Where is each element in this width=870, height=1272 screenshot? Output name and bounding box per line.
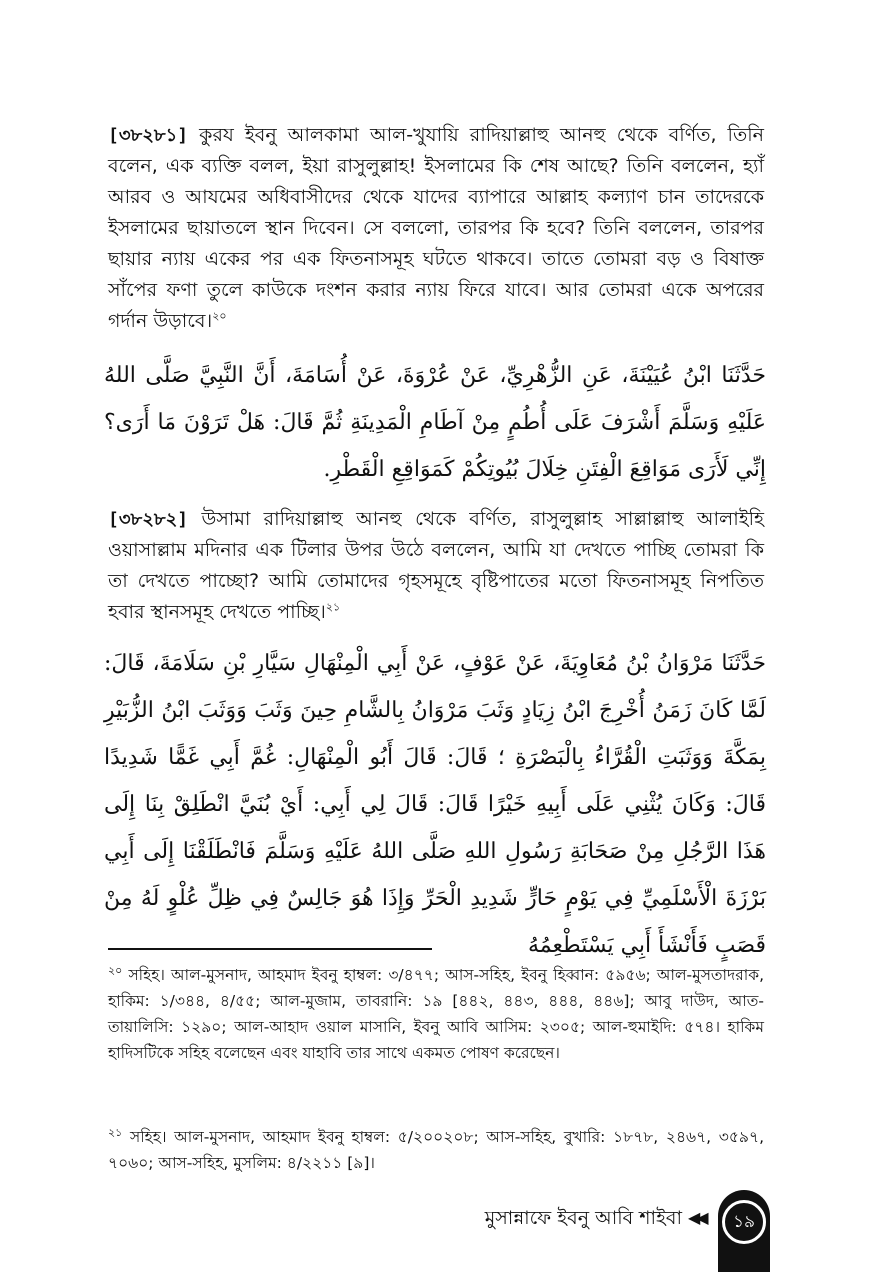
hadith-number: [৩৮২৮২] bbox=[108, 509, 189, 530]
footnote-text: সহিহ। আল-মুসনাদ, আহমাদ ইবনু হাম্বল: ৫/২০০২০৮; আস-সহিহ, বুখারি: ১৮৭৮, ২৪৬৭, ৩৫৯৭, ৭০৬০; আস-সহিহ, মুসলিম: ৪/২২১১ [৯]। bbox=[108, 1128, 764, 1172]
arabic-text-1: حَدَّثَنَا ابْنُ عُيَيْنَةَ، عَنِ الزُّهْرِيِّ، عَنْ عُرْوَةَ، عَنْ أُسَامَةَ، أَنَّ النَّبِيَّ صَلَّى اللهُ عَلَيْهِ وَسَلَّمَ أَشْرَفَ عَلَى أُطُمٍ مِنْ آطَامِ الْمَدِينَةِ ثُمَّ قَالَ: هَلْ تَرَوْنَ مَا أَرَى؟ إِنِّي لَأَرَى مَوَاقِعَ الْفِتَنِ خِلَالَ بُيُوتِكُمْ كَمَوَاقِعِ الْقَطْرِ. bbox=[104, 363, 766, 482]
footnote-divider bbox=[108, 948, 432, 950]
footnote bbox=[108, 1124, 764, 1176]
hadith-text: উসামা রাদিয়াল্লাহু আনহু থেকে বর্ণিত, রাসুলুল্লাহ সাল্লাল্লাহু আলাইহি ওয়াসাল্লাম মদিনার এক টিলার উপর উঠে বললেন, আমি যা দেখতে পাচ্ছি তোমরা কি তা দেখতে পাচ্ছো? আমি তোমাদের গৃহসমূহে বৃষ্টিপাতের মতো ফিতনাসমূহ নিপতিত হবার স্থানসমূহ দেখতে পাচ্ছি। bbox=[108, 508, 764, 623]
page-number-tab bbox=[718, 1190, 770, 1272]
page-number: ১৯ bbox=[722, 1200, 766, 1244]
footnote-marker: ২১ bbox=[108, 1125, 123, 1139]
running-footer-title: মুসান্নাফে ইবনু আবি শাইবা bbox=[484, 1207, 682, 1229]
hadith-translation-38281 bbox=[108, 120, 764, 337]
double-arrow-left-icon: ◀◀ bbox=[688, 1208, 705, 1227]
footnote-ref[interactable]: ২০ bbox=[212, 309, 227, 323]
hadith-text: কুরয ইবনু আলকামা আল-খুযায়ি রাদিয়াল্লাহু আনহু থেকে বর্ণিত, তিনি বলেন, এক ব্যক্তি বলল, ইয়া রাসুলুল্লাহ! ইসলামের কি শেষ আছে? তিনি বললেন, হ্যাঁ আরব ও আযমের অধিবাসীদের থেকে যাদের ব্যাপারে আল্লাহ কল্যাণ চান তাদেরকে ইসলামের ছায়াতলে স্থান দিবেন। সে বললো, তারপর কি হবে? তিনি বললেন, তারপর ছায়ার ন্যায় একের পর এক ফিতনাসমূহ ঘটতে থাকবে। তাতে তোমরা বড় ও বিষাক্ত সাঁপের ফণা তুলে কাউকে দংশন করার ন্যায় ফিরে যাবে। আর তোমরা একে অপরের গর্দান উড়াবে। bbox=[108, 124, 764, 332]
footnote-text: সহিহ। আল-মুসনাদ, আহমাদ ইবনু হাম্বল: ৩/৪৭৭; আস-সহিহ, ইবনু হিব্বান: ৫৯৫৬; আল-মুসতাদরাক, হাকিম: ১/৩৪৪, ৪/৫৫; আল-মুজাম, তাবরানি: ১৯ [৪৪২, ৪৪৩, ৪৪৪, ৪৪৬]; আবু দাউদ, আত-তায়ালিসি: ১২৯০; আল-আহাদ ওয়াল মাসানি, ইবনু আবি আসিম: ২৩০৫; আল-হুমাইদি: ৫৭৪। হাকিম হাদিসটিকে সহিহ বলেছেন এবং যাহাবি তার সাথে একমত পোষণ করেছেন। bbox=[108, 966, 764, 1062]
footnote bbox=[108, 962, 764, 1066]
footnote-marker: ২০ bbox=[108, 963, 123, 977]
arabic-text-2: حَدَّثَنَا مَرْوَانُ بْنُ مُعَاوِيَةَ، عَنْ عَوْفٍ، عَنْ أَبِي الْمِنْهَالِ سَيَّارِ بْنِ سَلَامَةَ، قَالَ: لَمَّا كَانَ زَمَنُ أُخْرِجَ ابْنُ زِيَادٍ وَثَبَ مَرْوَانُ بِالشَّامِ حِينَ وَثَبَ وَوَثَبَ ابْنُ الزُّبَيْرِ بِمَكَّةَ وَوَثَبَتِ الْقُرَّاءُ بِالْبَصْرَةِ ؛ قَالَ: قَالَ أَبُو الْمِنْهَالِ: غُمَّ أَبِي غَمًّا شَدِيدًا قَالَ: وَكَانَ يُثْنِي عَلَى أَبِيهِ خَيْرًا قَالَ: قَالَ لِي أَبِي: أَيْ بُنَيَّ انْطَلِقْ بِنَا إِلَى هَذَا الرَّجُلِ مِنْ صَحَابَةِ رَسُولِ اللهِ صَلَّى اللهُ عَلَيْهِ وَسَلَّمَ فَانْطَلَقْنَا إِلَى أَبِي بَرْزَةَ الْأَسْلَمِيِّ فِي يَوْمٍ حَارٍّ شَدِيدِ الْحَرِّ وَإِذَا هُوَ جَالِسٌ فِي ظِلِّ عُلْوٍ لَهُ مِنْ قَصَبٍ فَأَنْشَأَ أَبِي يَسْتَطْعِمُهُ bbox=[104, 651, 766, 958]
hadith-number: [৩৮২৮১] bbox=[108, 125, 189, 146]
footnote-ref[interactable]: ২১ bbox=[325, 600, 341, 614]
hadith-translation-38282 bbox=[108, 504, 764, 628]
